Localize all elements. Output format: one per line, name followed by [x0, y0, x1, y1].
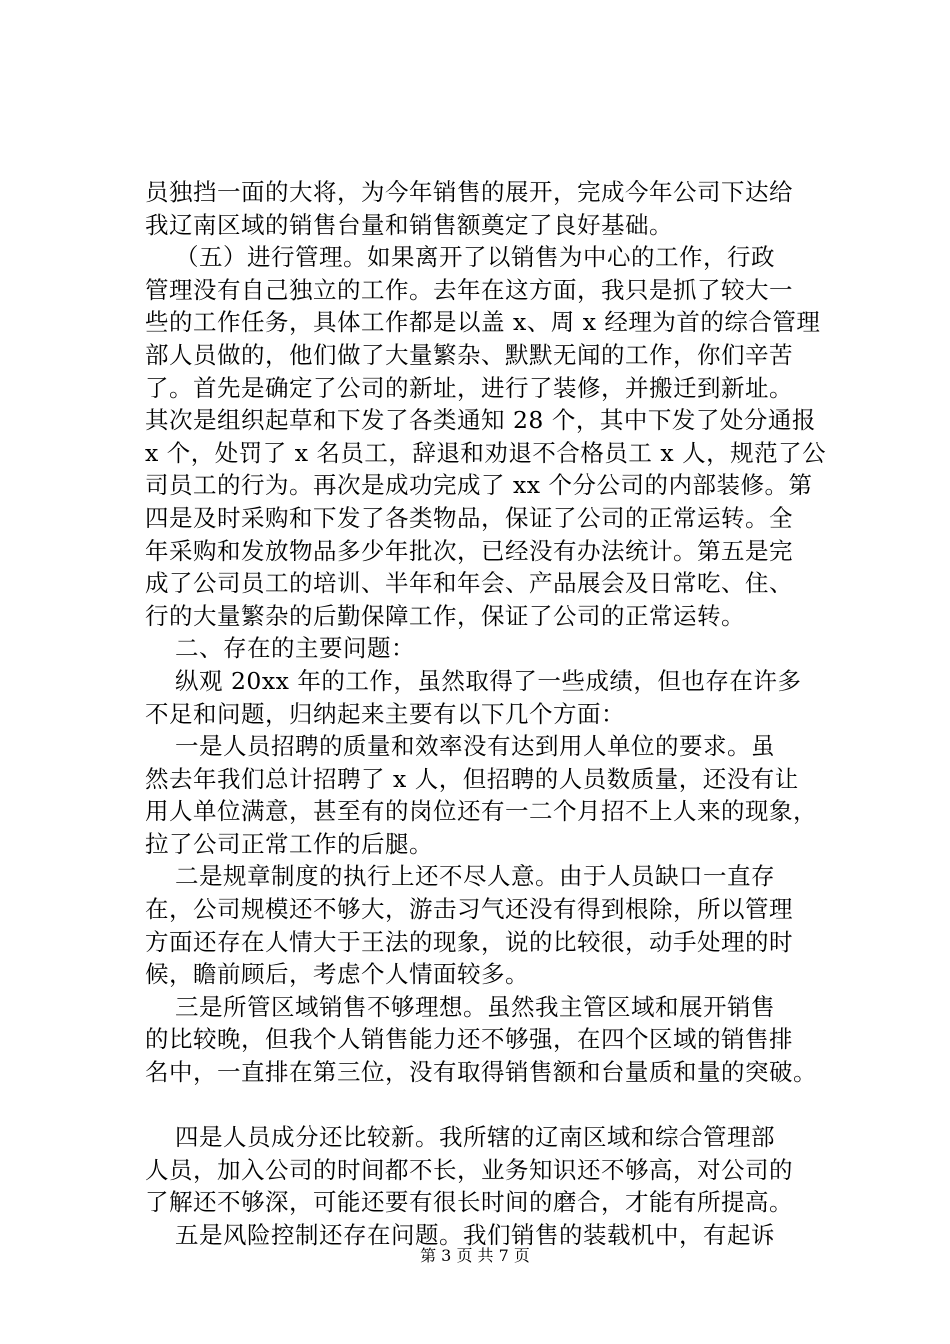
- page-footer: [0, 1243, 950, 1266]
- paragraph-gap: [145, 1089, 815, 1122]
- text-line: 其次是组织起草和下发了各类通知 28 个，其中下发了处分通报: [145, 406, 816, 435]
- text-line: 二是规章制度的执行上还不尽人意。由于人员缺口一直存: [175, 862, 775, 891]
- text-line: 用人单位满意，甚至有的岗位还有一二个月招不上人来的现象，: [145, 797, 817, 826]
- text-line: 五是风险控制还存在问题。我们销售的装载机中，有起诉: [175, 1221, 775, 1249]
- text-line: 三是所管区域销售不够理想。虽然我主管区域和展开销售: [175, 992, 775, 1021]
- text-line: 在，公司规模还不够大，游击习气还没有得到根除，所以管理: [145, 895, 793, 924]
- text-line: 一是人员招聘的质量和效率没有达到用人单位的要求。虽: [175, 732, 775, 761]
- text-line: 方面还存在人情大于王法的现象，说的比较很，动手处理的时: [145, 927, 793, 956]
- text-line: 年采购和发放物品多少年批次，已经没有办法统计。第五是完: [145, 536, 793, 565]
- text-line: 然去年我们总计招聘了 x 人，但招聘的人员数质量，还没有让: [145, 764, 799, 793]
- text-line: x 个，处罚了 x 名员工，辞退和劝退不合格员工 x 人，规范了公: [145, 438, 827, 467]
- text-line: 候，瞻前顾后，考虑个人情面较多。: [145, 960, 529, 989]
- text-line: （五）进行管理。如果离开了以销售为中心的工作，行政: [175, 243, 775, 272]
- text-line: 的比较晚，但我个人销售能力还不够强，在四个区域的销售排: [145, 1025, 793, 1054]
- text-line: 四是及时采购和下发了各类物品，保证了公司的正常运转。全: [145, 503, 793, 532]
- text-line: 员独挡一面的大将，为今年销售的展开，完成今年公司下达给: [145, 178, 793, 206]
- text-line: 人员，加入公司的时间都不长，业务知识还不够高，对公司的: [145, 1155, 793, 1184]
- text-line: 名中，一直排在第三位，没有取得销售额和台量质和量的突破。: [145, 1058, 817, 1087]
- text-line: 不足和问题，归纳起来主要有以下几个方面：: [145, 699, 625, 728]
- page-number-label: 第 3 页 共 7 页: [420, 1246, 530, 1265]
- text-line: 了。首先是确定了公司的新址，进行了装修，并搬迁到新址。: [145, 373, 793, 402]
- text-line: 拉了公司正常工作的后腿。: [145, 829, 433, 858]
- text-line: 管理没有自己独立的工作。去年在这方面，我只是抓了较大一: [145, 275, 793, 304]
- text-line: 些的工作任务，具体工作都是以盖 x、周 x 经理为首的综合管理: [145, 308, 821, 337]
- text-line: 部人员做的，他们做了大量繁杂、默默无闻的工作，你们辛苦: [145, 340, 793, 369]
- text-line: 四是人员成分还比较新。我所辖的辽南区域和综合管理部: [175, 1123, 775, 1152]
- text-line: 成了公司员工的培训、半年和年会、产品展会及日常吃、住、: [145, 569, 793, 598]
- section-heading: 二、存在的主要问题：: [175, 634, 415, 663]
- text-line: 了解还不够深，可能还要有很长时间的磨合，才能有所提高。: [145, 1188, 793, 1217]
- text-line: 纵观 20xx 年的工作，虽然取得了一些成绩，但也存在许多: [175, 666, 802, 695]
- text-line: 行的大量繁杂的后勤保障工作，保证了公司的正常运转。: [145, 601, 745, 630]
- document-body: [145, 176, 827, 1252]
- text-line: 我辽南区域的销售台量和销售额奠定了良好基础。: [145, 210, 673, 239]
- text-line: 司员工的行为。再次是成功完成了 xx 个分公司的内部装修。第: [145, 471, 813, 500]
